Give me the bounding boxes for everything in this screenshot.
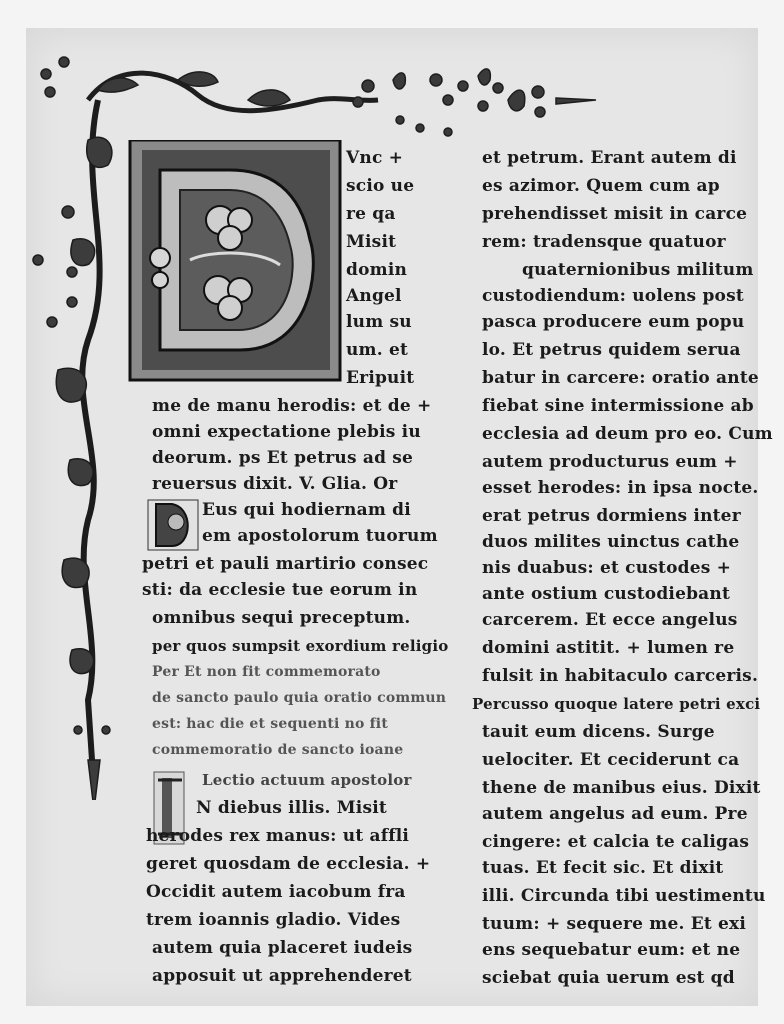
- text-line: deorum. ps Et petrus ad se: [152, 448, 414, 468]
- text-line: ante ostium custodiebant: [482, 584, 730, 604]
- text-line: ens sequebatur eum: et ne: [482, 940, 741, 960]
- text-line: pasca producere eum popu: [482, 312, 745, 332]
- text-line: Angel: [346, 286, 402, 306]
- text-line: petri et pauli martirio consec: [142, 554, 429, 574]
- text-line: batur in carcere: oratio ante: [482, 368, 759, 388]
- text-line: es azimor. Quem cum ap: [482, 176, 720, 196]
- text-line: Occidit autem iacobum fra: [146, 882, 406, 902]
- text-line: prehendisset misit in carce: [482, 204, 748, 224]
- text-line: erat petrus dormiens inter: [482, 506, 741, 526]
- text-line: herodes rex manus: ut affli: [146, 826, 410, 846]
- text-line: Eus qui hodiernam di: [202, 500, 411, 520]
- text-line: um. et: [346, 340, 409, 360]
- text-line: em apostolorum tuorum: [202, 526, 438, 546]
- illuminated-initial: [120, 140, 346, 384]
- text-line: Percusso quoque latere petri exci: [472, 695, 761, 713]
- text-line: et petrum. Erant autem di: [482, 148, 737, 168]
- text-line: Vnc +: [346, 148, 404, 168]
- text-line: cingere: et calcia te caligas: [482, 832, 750, 852]
- text-line: trem ioannis gladio. Vides: [146, 910, 401, 930]
- text-line: sti: da ecclesie tue eorum in: [142, 580, 418, 600]
- small-initial-d: [146, 498, 200, 552]
- text-line: reuersus dixit. V. Glia. Or: [152, 474, 398, 494]
- text-line: de sancto paulo quia oratio commun: [152, 690, 447, 706]
- text-line: autem quia placeret iudeis: [152, 938, 413, 958]
- text-line: autem angelus ad eum. Pre: [482, 804, 748, 824]
- text-line: est: hac die et sequenti no fit: [152, 716, 388, 732]
- text-line: duos milites uinctus cathe: [482, 532, 740, 552]
- text-line: per quos sumpsit exordium religio: [152, 637, 449, 655]
- text-line: domini astitit. + lumen re: [482, 638, 735, 658]
- text-line: Lectio actuum apostolor: [202, 771, 412, 789]
- text-line: custodiendum: uolens post: [482, 286, 744, 306]
- text-line: omnibus sequi preceptum.: [152, 608, 411, 628]
- text-line: ecclesia ad deum pro eo. Cum: [482, 424, 773, 444]
- text-line: lum su: [346, 312, 412, 332]
- text-line: fiebat sine intermissione ab: [482, 396, 754, 416]
- text-line: scio ue: [346, 176, 415, 196]
- text-line: Misit: [346, 232, 397, 252]
- text-line: apposuit ut apprehenderet: [152, 966, 412, 986]
- text-line: domin: [346, 260, 408, 280]
- text-line: carcerem. Et ecce angelus: [482, 610, 738, 630]
- text-line: fulsit in habitaculo carceris.: [482, 666, 759, 686]
- text-line: tuum: + sequere me. Et exi: [482, 914, 747, 934]
- text-line: omni expectatione plebis iu: [152, 422, 421, 442]
- text-line: nis duabus: et custodes +: [482, 558, 732, 578]
- text-line: tuas. Et fecit sic. Et dixit: [482, 858, 724, 878]
- text-line: sciebat quia uerum est qd: [482, 968, 735, 988]
- text-line: commemoratio de sancto ioane: [152, 742, 404, 758]
- text-line: Per Et non fit commemorato: [152, 664, 381, 680]
- text-line: re qa: [346, 204, 396, 224]
- text-line: thene de manibus eius. Dixit: [482, 778, 761, 798]
- text-line: rem: tradensque quatuor: [482, 232, 726, 252]
- text-line: geret quosdam de ecclesia. +: [146, 854, 431, 874]
- text-line: Eripuit: [346, 368, 415, 388]
- text-line: quaternionibus militum: [522, 260, 754, 280]
- text-line: lo. Et petrus quidem serua: [482, 340, 741, 360]
- text-line: esset herodes: in ipsa nocte.: [482, 478, 759, 498]
- text-line: tauit eum dicens. Surge: [482, 722, 715, 742]
- text-line: N diebus illis. Misit: [196, 798, 387, 818]
- text-line: illi. Circunda tibi uestimentu: [482, 886, 766, 906]
- text-line: me de manu herodis: et de +: [152, 396, 432, 416]
- text-line: autem producturus eum +: [482, 452, 738, 472]
- text-line: uelociter. Et ceciderunt ca: [482, 750, 740, 770]
